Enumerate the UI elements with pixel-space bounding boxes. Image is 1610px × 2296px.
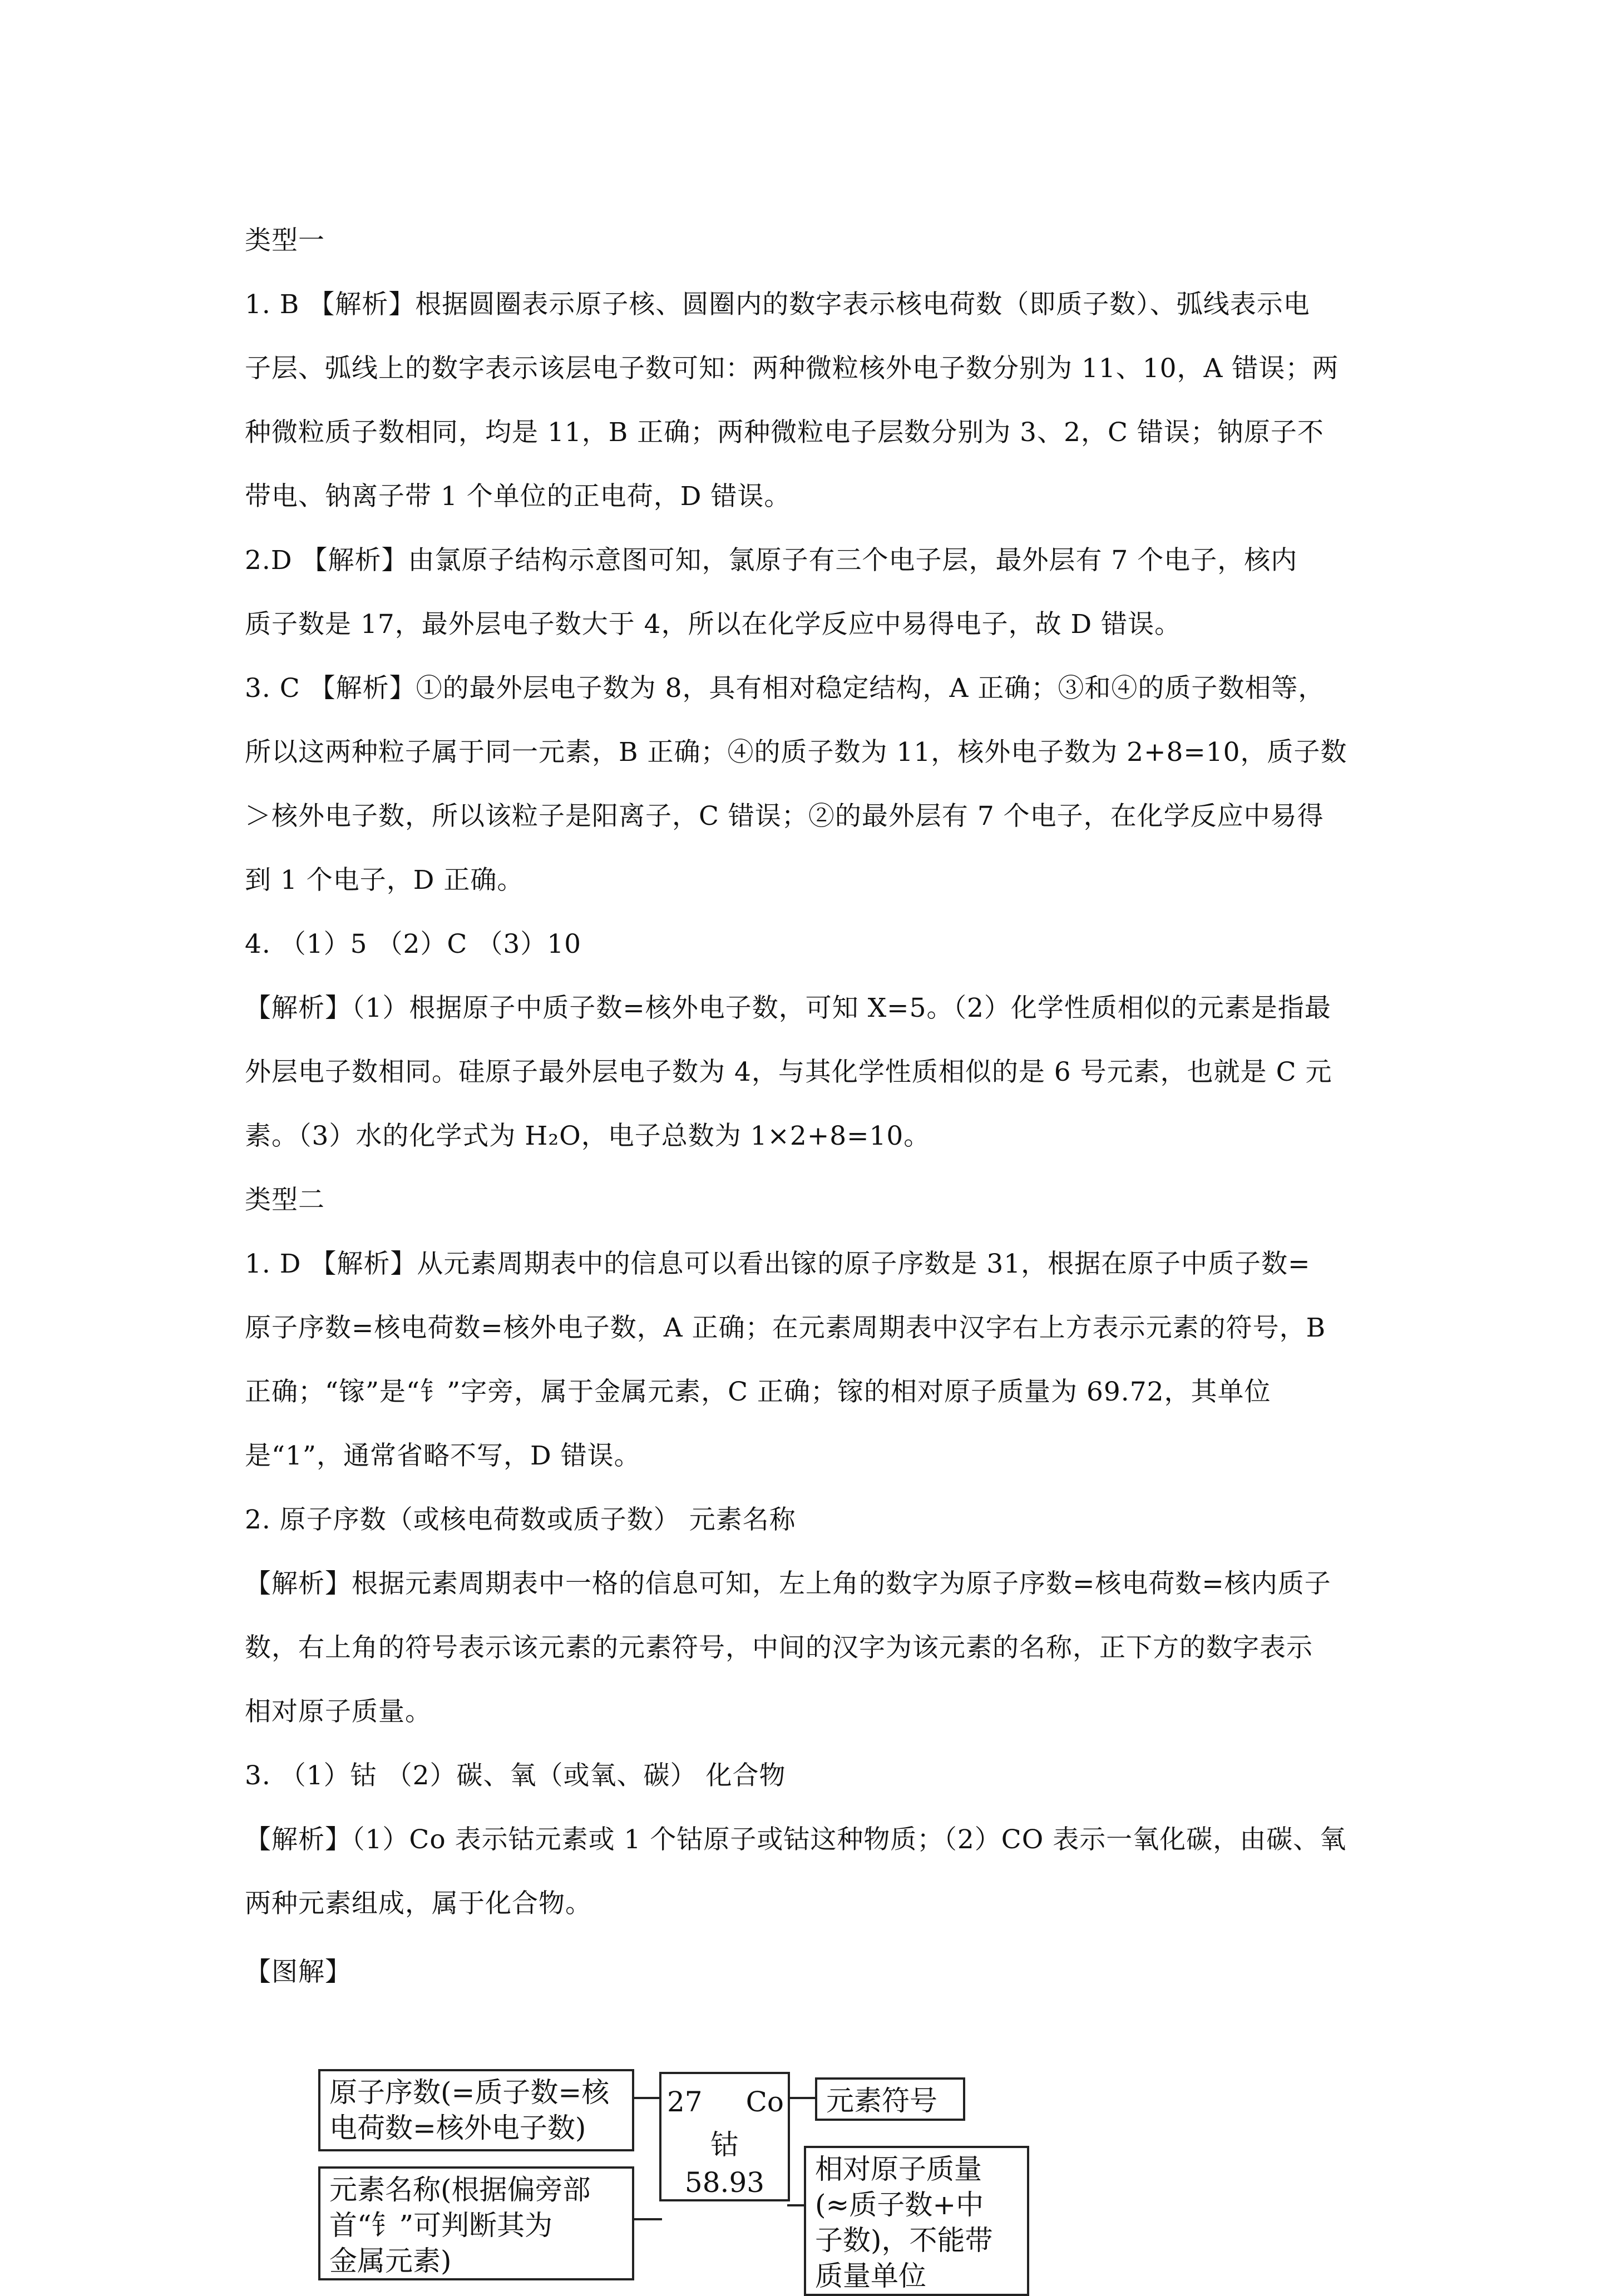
text-line: 数，右上角的符号表示该元素的元素符号，中间的汉字为该元素的名称，正下方的数字表示	[245, 1632, 1313, 1663]
text-line: 带电、钠离子带 1 个单位的正电荷，D 错误。	[245, 481, 791, 512]
figure-title: 【图解】	[245, 1957, 352, 1987]
text-line: 【解析】（1）Co 表示钴元素或 1 个钴原子或钴这种物质；（2）CO 表示一氧化碳，由碳、氧	[245, 1824, 1347, 1855]
text-line: 外层电子数相同。硅原子最外层电子数为 4，与其化学性质相似的是 6 号元素，也就是 C 元	[245, 1057, 1332, 1087]
element-name: 钴	[710, 2129, 739, 2161]
answer-content	[245, 209, 1402, 2004]
text-line: 3. （1）钴 （2）碳、氧（或氧、碳） 化合物	[245, 1760, 786, 1791]
atomic-number-label-box: 原子序数(=质子数=核 电荷数=核外电子数)	[318, 2069, 634, 2151]
text-line: 【解析】根据元素周期表中一格的信息可知，左上角的数字为原子序数=核电荷数=核内质子	[245, 1568, 1331, 1599]
text-line: 素。（3）水的化学式为 H₂O，电子总数为 1×2+8=10。	[245, 1121, 931, 1151]
text-line: 是“1”，通常省略不写，D 错误。	[245, 1441, 641, 1471]
element-name-label-box: 元素名称(根据偏旁部 首“钅”可判断其为 金属元素)	[318, 2166, 634, 2280]
element-mass: 58.93	[684, 2166, 765, 2199]
text-line: 子层、弧线上的数字表示该层电子数可知：两种微粒核外电子数分别为 11、10，A 错误；两	[245, 353, 1339, 384]
section-heading-type-2: 类型二	[245, 1185, 325, 1215]
text-line: 质子数是 17，最外层电子数大于 4，所以在化学反应中易得电子，故 D 错误。	[245, 609, 1182, 640]
mass-label-box: 相对原子质量 (≈质子数+中 子数)，不能带 质量单位	[804, 2146, 1029, 2296]
text-line: 3. C 【解析】①的最外层电子数为 8，具有相对稳定结构，A 正确；③和④的质子数相等，	[245, 673, 1325, 704]
text-line: 两种元素组成，属于化合物。	[245, 1888, 592, 1919]
text-line: 2. 原子序数（或核电荷数或质子数） 元素名称	[245, 1505, 796, 1535]
text-line: 相对原子质量。	[245, 1696, 432, 1727]
element-symbol: Co	[745, 2086, 784, 2118]
text-line: 1. D 【解析】从元素周期表中的信息可以看出镓的原子序数是 31，根据在原子中质子数=	[245, 1249, 1311, 1279]
section-heading-type-1: 类型一	[245, 225, 325, 256]
element-diagram	[312, 2047, 1035, 2292]
text-line: 到 1 个电子，D 正确。	[245, 865, 524, 895]
element-atomic-number: 27	[667, 2086, 703, 2118]
text-line: 原子序数=核电荷数=核外电子数，A 正确；在元素周期表中汉字右上方表示元素的符号，B	[245, 1313, 1326, 1343]
text-line: 4. （1）5 （2）C （3）10	[245, 929, 582, 959]
text-line: 正确；“镓”是“钅”字旁，属于金属元素，C 正确；镓的相对原子质量为 69.72，其单位	[245, 1377, 1271, 1407]
text-line: 【解析】（1）根据原子中质子数=核外电子数，可知 X=5。（2）化学性质相似的元素是指最	[245, 993, 1331, 1023]
text-line: 种微粒质子数相同，均是 11，B 正确；两种微粒电子层数分别为 3、2，C 错误；钠原子不	[245, 417, 1324, 448]
text-line: 1. B 【解析】根据圆圈表示原子核、圆圈内的数字表示核电荷数（即质子数）、弧线表示电	[245, 289, 1310, 320]
text-line: 所以这两种粒子属于同一元素，B 正确；④的质子数为 11，核外电子数为 2+8=10，质子数	[245, 737, 1347, 768]
symbol-label-box: 元素符号	[815, 2077, 965, 2121]
element-cell-cobalt	[659, 2072, 790, 2201]
text-line: ＞核外电子数，所以该粒子是阳离子，C 错误；②的最外层有 7 个电子，在化学反应中易得	[245, 801, 1324, 832]
text-line: 2.D 【解析】由氯原子结构示意图可知，氯原子有三个电子层，最外层有 7 个电子，核内	[245, 545, 1298, 576]
